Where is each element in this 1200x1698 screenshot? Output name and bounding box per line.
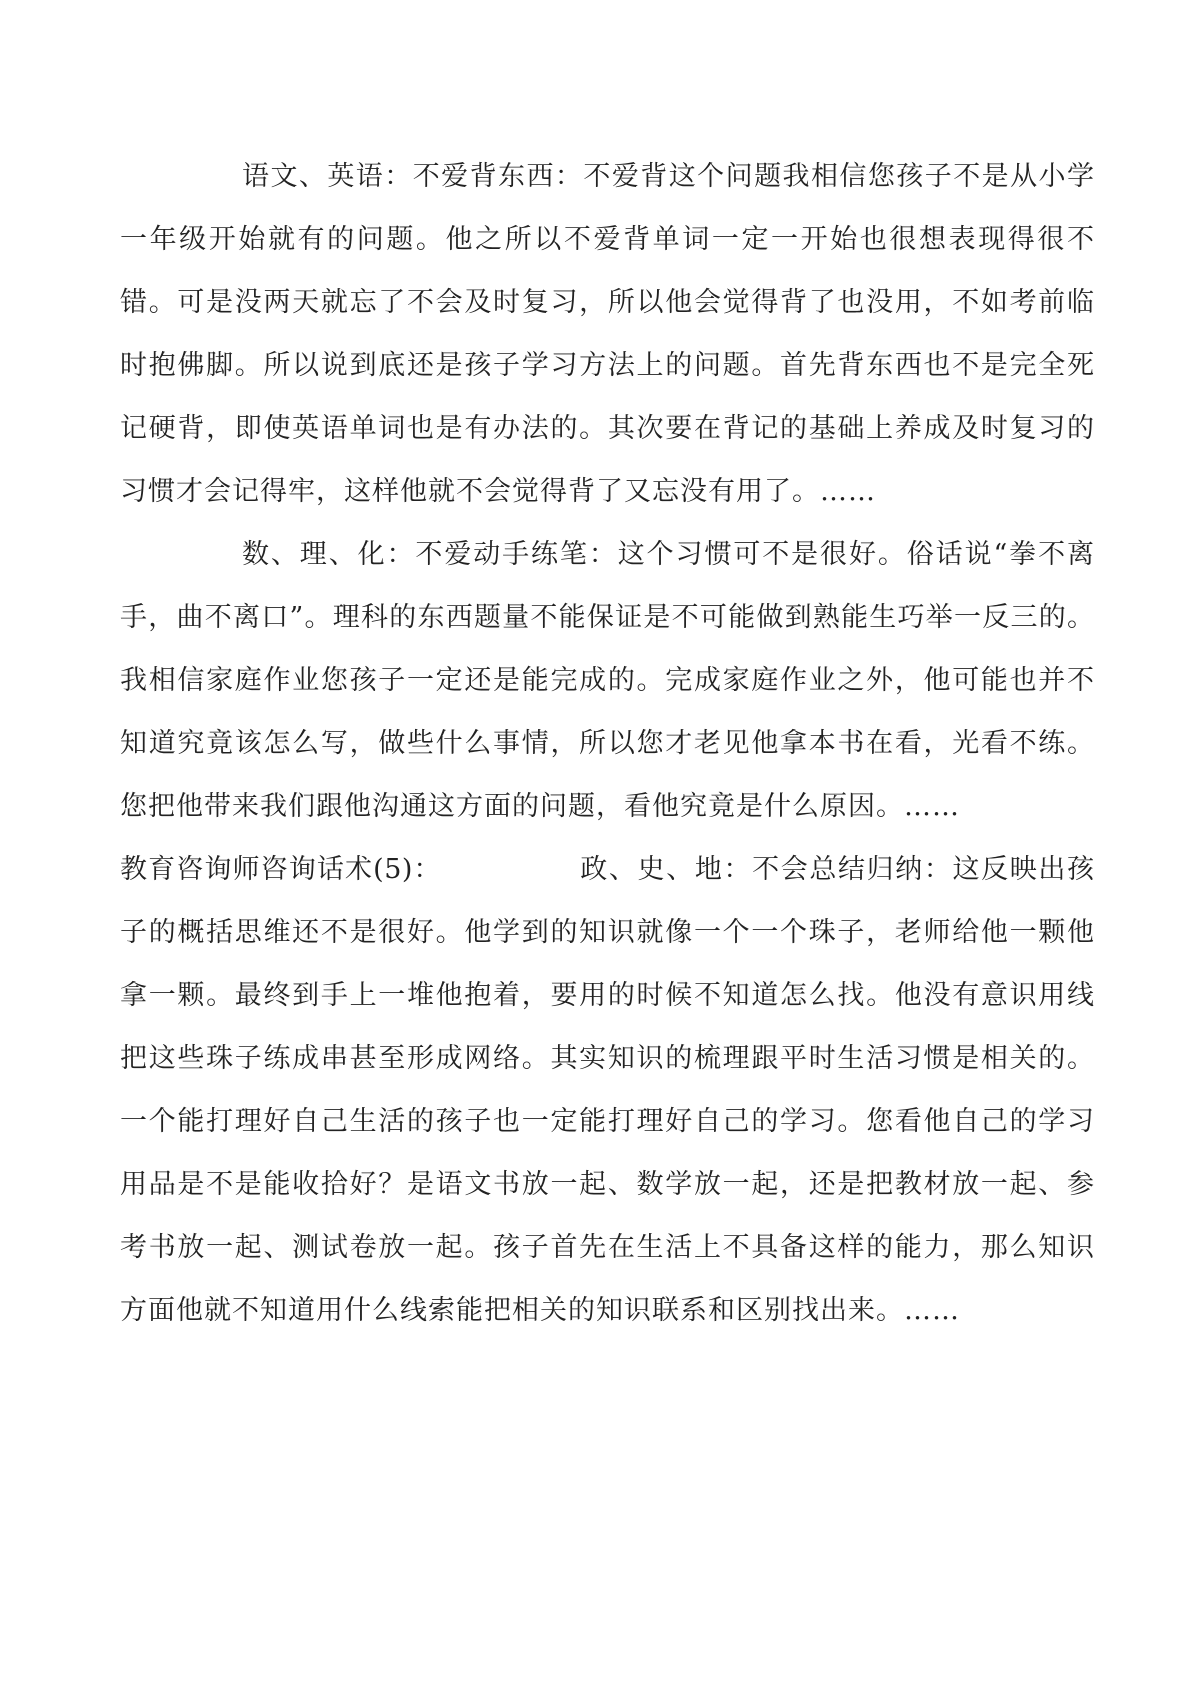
paragraph-chinese-english: 语文、英语：不爱背东西：不爱背这个问题我相信您孩子不是从小学一年级开始就有的问题。他之所以不爱背单词一定一开始也很想表现得很不错。可是没两天就忘了不会及时复习，所以他会觉得背了也没用，不如考前临时抱佛脚。所以说到底还是孩子学习方法上的问题。首先背东西也不是完全死记硬背，即使英语单词也是有办法的。其次要在背记的基础上养成及时复习的习惯才会记得牢，这样他就不会觉得背了又忘没有用了。…… xyxy=(120,161,1095,507)
paragraph-math-physics-chemistry: 数、理、化：不爱动手练笔：这个习惯可不是很好。俗话说“拳不离手，曲不离口”。理科的东西题量不能保证是不可能做到熟能生巧举一反三的。我相信家庭作业您孩子一定还是能完成的。完成家庭作业之外，他可能也并不知道究竟该怎么写，做些什么事情，所以您才老见他拿本书在看，光看不练。您把他带来我们跟他沟通这方面的问题，看他究竟是什么原因。…… xyxy=(120,539,1095,822)
section-heading: 教育咨询师咨询话术(5)： xyxy=(120,854,442,885)
document-body xyxy=(120,145,1095,1342)
section-body: 政、史、地：不会总结归纳：这反映出孩子的概括思维还不是很好。他学到的知识就像一个一个珠子，老师给他一颗他拿一颗。最终到手上一堆他抱着，要用的时候不知道怎么找。他没有意识用线把这些珠子练成串甚至形成网络。其实知识的梳理跟平时生活习惯是相关的。一个能打理好自己生活的孩子也一定能打理好自己的学习。您看他自己的学习用品是不是能收拾好？是语文书放一起、数学放一起，还是把教材放一起、参考书放一起、测试卷放一起。孩子首先在生活上不具备这样的能力，那么知识方面他就不知道用什么线索能把相关的知识联系和区别找出来。…… xyxy=(120,854,1095,1326)
section-politics-history-geography xyxy=(120,838,1095,1342)
